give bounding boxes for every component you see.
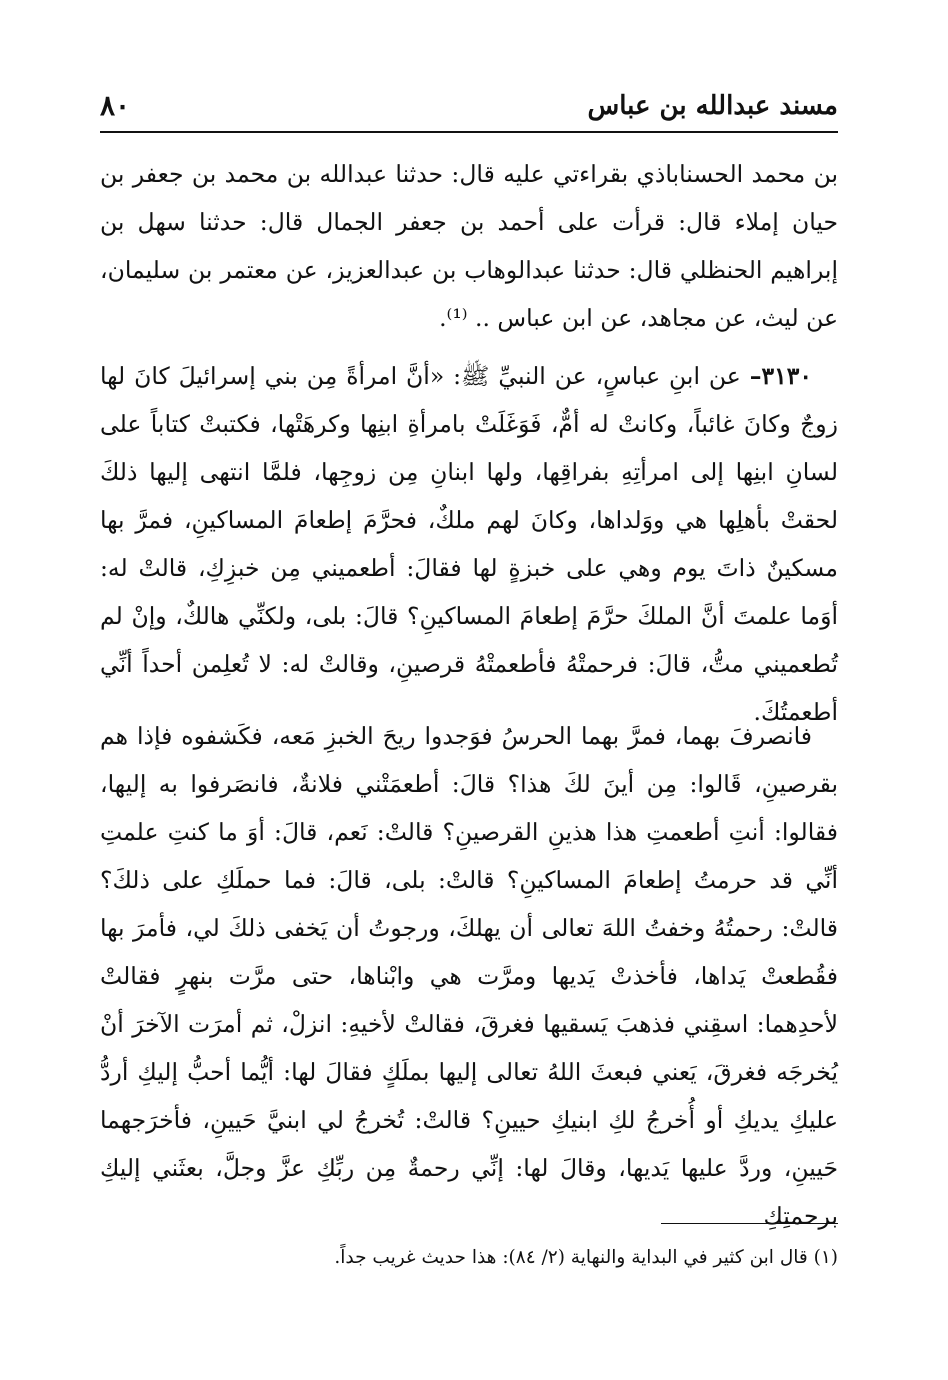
- page-number: ٨٠: [100, 89, 131, 122]
- footnote-rule: [661, 1223, 838, 1224]
- header-rule: [100, 131, 838, 133]
- story-paragraph: [100, 712, 838, 1240]
- hadith-text: عن ابنِ عباسٍ، عن النبيِّ ﷺ: «أنَّ امرأةً مِن بني إسرائيلَ كانَ لها زوجٌ وكانَ غائباً، وكانتْ له أمٌّ، فَوَغَلَتْ بامرأةِ ابنِها وكرهَتْها، فكتبتْ كتاباً على لسانِ ابنِها إلى امرأتِهِ بفراقِها، ولها ابنانِ مِن زوجِها، فلمَّا انتهى إليها ذلكَ لحقتْ بأهلِها هي ووَلداها، وكانَ لهم ملكٌ، فحرَّمَ إطعامَ المساكينِ، فمرَّ بها مسكينٌ ذاتَ يوم وهي على خبزةٍ لها فقالَ: أطعميني مِن خبزِكِ، قالتْ له: أوَما علمتَ أنَّ الملكَ حرَّمَ إطعامَ المساكينِ؟ قالَ: بلى، ولكنِّي هالكٌ، وإنْ لم تُطعميني متُّ، قالَ: فرحمتْهُ فأطعمتْهُ قرصينِ، وقالتْ له: لا تُعلِمن أحداً أنِّي أطعمتُكَ.: [100, 362, 838, 726]
- isnad-continuation-paragraph: [100, 150, 838, 342]
- hadith-number: ٣١٣٠–: [749, 362, 812, 390]
- hadith-text-block: [100, 352, 838, 736]
- running-title: مسند عبدالله بن عباس: [587, 91, 838, 121]
- isnad-continuation-text: بن محمد الحسناباذي بقراءتي عليه قال: حدثنا عبدالله بن محمد بن جعفر بن حيان إملاء قال: قرأت على أحمد بن جعفر الجمال قال: حدثنا سهل بن إبراهيم الحنظلي قال: حدثنا عبدالوهاب بن عبدالعزيز، عن معتمر بن سليمان، عن ليث، عن مجاهد، عن ابن عباس .. ⁽¹⁾.: [100, 160, 838, 332]
- story-text: فانصرفَ بهما، فمرَّ بهما الحرسُ فوَجدوا ريحَ الخبزِ مَعه، فكَشفوه فإذا هم بقرصينِ، قَالوا: مِن أينَ لكَ هذا؟ قالَ: أطعمَتْني فلانةٌ، فانصَرفوا به إليها، فقالوا: أنتِ أطعمتِ هذا هذينِ القرصينِ؟ قالتْ: نَعم، قالَ: أوَ ما كنتِ علمتِ أنِّي قد حرمتُ إطعامَ المساكينِ؟ قالتْ: بلى، قالَ: فما حملَكِ على ذلكَ؟ قالتْ: رحمتُهُ وخفتُ اللهَ تعالى أن يهلكَ، ورجوتُ أن يَخفى ذلكَ لي، فأمرَ بها فقُطعتْ يَداها، فأخذتْ يَديها ومرَّت هي وابْناها، حتى مرَّت بنهرٍ فقالتْ لأحدِهما: اسقِني فذهبَ يَسقيها فغرقَ، فقالتْ لأخيهِ: انزلْ، ثم أمرَت الآخرَ أنْ يُخرجَه فغرقَ، يَعني فبعثَ اللهُ تعالى إليها بملَكٍ فقالَ لها: أيُّما أحبُّ إليكِ أردُّ عليكِ يديكِ أو أُخرجُ لكِ ابنيكِ حيينِ؟ قالتْ: تُخرجُ لي ابنيَّ حَيينِ، فأخرَجهما حَيينِ، وردَّ عليها يَديها، وقالَ لها: إنِّي رحمةٌ مِن ربِّكِ عزَّ وجلَّ، بعثَني إليكِ برحمتِكِ: [100, 722, 838, 1230]
- hadith-paragraph: [100, 352, 838, 736]
- page-header: [100, 88, 838, 128]
- footnote: (١) قال ابن كثير في البداية والنهاية (٢/ ٨٤): هذا حديث غريب جداً.: [334, 1247, 838, 1268]
